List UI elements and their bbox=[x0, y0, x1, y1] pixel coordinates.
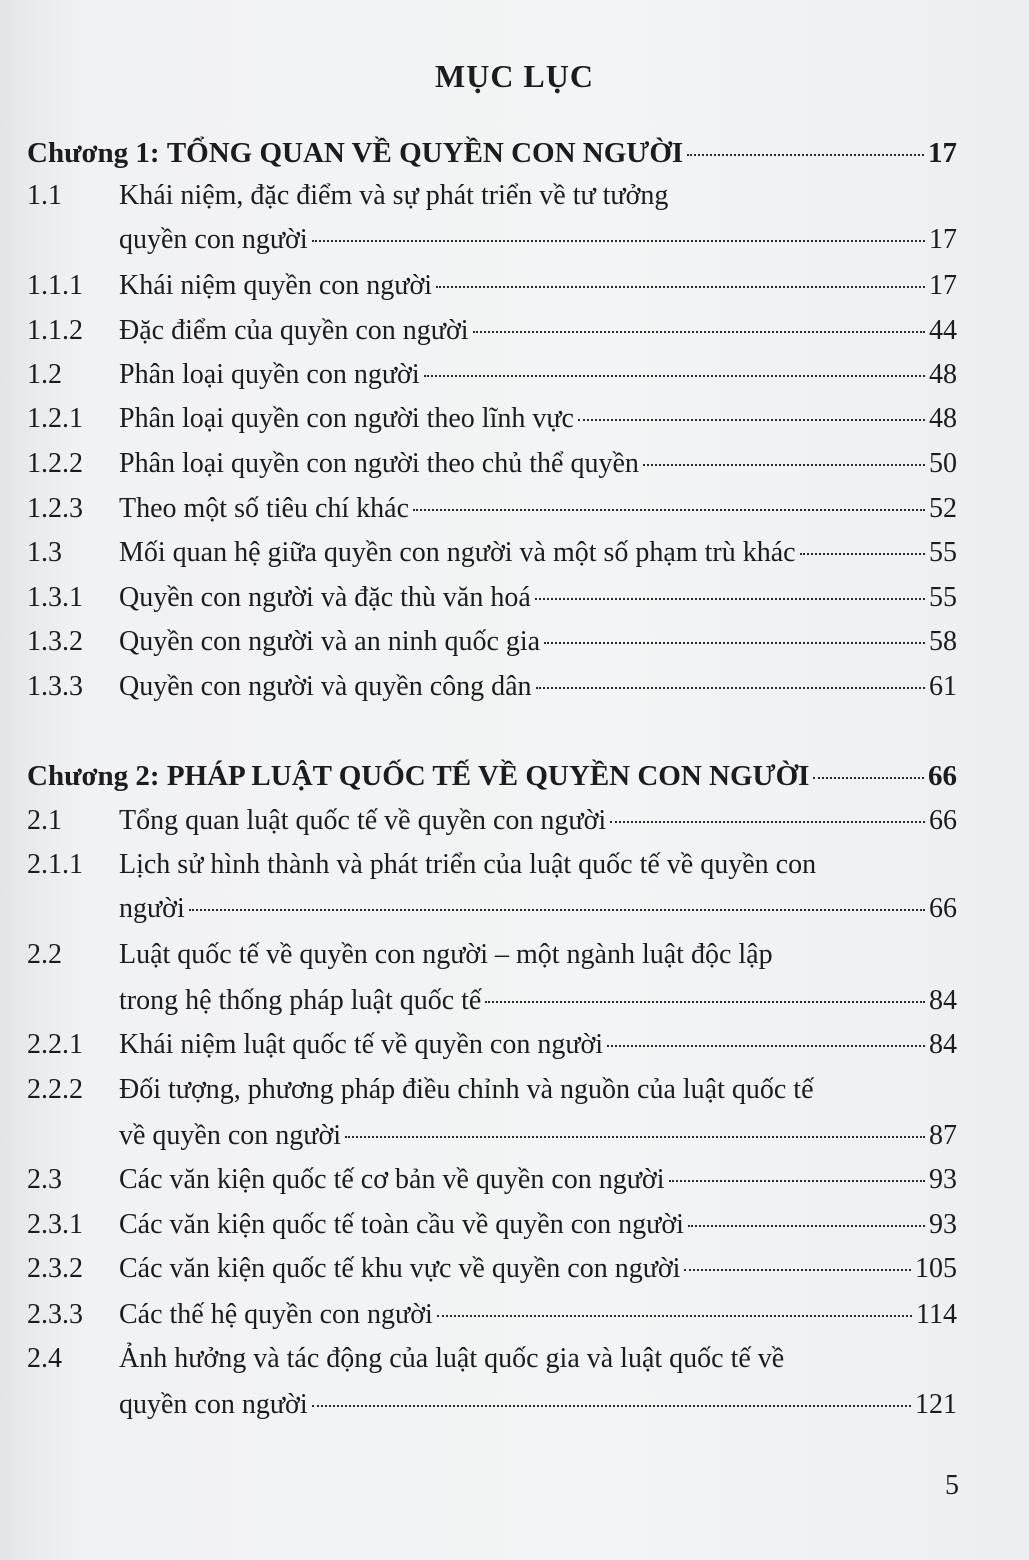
toc-text: Phân loại quyền con người theo lĩnh vực bbox=[119, 403, 574, 434]
toc-text: Quyền con người và an ninh quốc gia bbox=[119, 626, 541, 657]
toc-page: 114 bbox=[916, 1299, 957, 1330]
toc-entry-2-2-cont[interactable] bbox=[27, 984, 957, 1018]
toc-entry-1-2-1[interactable] bbox=[27, 402, 957, 436]
toc-text: TỔNG QUAN VỀ QUYỀN CON NGƯỜI bbox=[166, 137, 684, 169]
dot-leader bbox=[424, 375, 925, 377]
toc-number: 2.3.3 bbox=[27, 1299, 83, 1330]
toc-page: 61 bbox=[929, 671, 957, 702]
toc-entry-1-3-2[interactable] bbox=[27, 625, 957, 659]
toc-text: Khái niệm quyền con người bbox=[119, 270, 433, 301]
toc-number: 1.2.3 bbox=[27, 493, 83, 524]
toc-page: 55 bbox=[929, 582, 957, 613]
toc-text: Tổng quan luật quốc tế về quyền con người bbox=[119, 805, 607, 836]
dot-leader bbox=[536, 687, 925, 689]
toc-entry-2-1-1-cont[interactable] bbox=[27, 892, 957, 926]
toc-page: 87 bbox=[929, 1120, 957, 1151]
dot-leader bbox=[578, 419, 925, 421]
toc-page: 17 bbox=[929, 270, 957, 301]
dot-leader bbox=[544, 642, 925, 644]
toc-entry-2-2[interactable] bbox=[27, 938, 957, 972]
toc-page: 58 bbox=[929, 626, 957, 657]
toc-number: 2.3.1 bbox=[27, 1209, 83, 1240]
toc-text: PHÁP LUẬT QUỐC TẾ VỀ QUYỀN CON NGƯỜI bbox=[166, 760, 810, 792]
toc-entry-1-1-cont[interactable] bbox=[27, 223, 957, 257]
toc-page: 66 bbox=[929, 893, 957, 924]
toc-text: quyền con người bbox=[119, 1389, 308, 1420]
toc-number: 1.3.1 bbox=[27, 582, 83, 613]
toc-text: quyền con người bbox=[119, 224, 308, 255]
toc-entry-1-2-2[interactable] bbox=[27, 447, 957, 481]
toc-entry-1-1-1[interactable] bbox=[27, 269, 957, 303]
toc-text: người bbox=[119, 893, 185, 924]
toc-number: 1.1.2 bbox=[27, 315, 83, 346]
toc-page: 17 bbox=[929, 224, 957, 255]
toc-text: về quyền con người bbox=[119, 1120, 342, 1151]
toc-text: trong hệ thống pháp luật quốc tế bbox=[119, 985, 482, 1016]
toc-entry-2-2-2[interactable] bbox=[27, 1073, 957, 1107]
dot-leader bbox=[535, 598, 925, 600]
toc-number: 2.1.1 bbox=[27, 849, 83, 880]
toc-entry-1-2[interactable] bbox=[27, 358, 957, 392]
dot-leader bbox=[669, 1180, 925, 1182]
toc-number: 1.2.2 bbox=[27, 448, 83, 479]
toc-entry-1-3-1[interactable] bbox=[27, 581, 957, 615]
toc-text: Ảnh hưởng và tác động của luật quốc gia và luật quốc tế về bbox=[119, 1343, 785, 1374]
toc-page: 17 bbox=[928, 137, 957, 169]
toc-text: Khái niệm luật quốc tế về quyền con người bbox=[119, 1029, 604, 1060]
dot-leader bbox=[437, 1315, 912, 1317]
toc-text: Đặc điểm của quyền con người bbox=[119, 315, 469, 346]
toc-text: Theo một số tiêu chí khác bbox=[119, 493, 410, 524]
page-title: MỤC LỤC bbox=[435, 58, 594, 94]
toc-chapter-1[interactable] bbox=[27, 136, 957, 170]
toc-entry-2-1[interactable] bbox=[27, 804, 957, 838]
toc-number: 1.2 bbox=[27, 359, 62, 390]
toc-entry-2-1-1[interactable] bbox=[27, 848, 957, 882]
toc-text: Mối quan hệ giữa quyền con người và một số phạm trù khác bbox=[119, 537, 796, 568]
dot-leader bbox=[687, 154, 924, 156]
toc-entry-1-3[interactable] bbox=[27, 536, 957, 570]
dot-leader bbox=[688, 1225, 925, 1227]
toc-page: 48 bbox=[929, 359, 957, 390]
dot-leader bbox=[813, 777, 924, 779]
dot-leader bbox=[610, 821, 925, 823]
toc-entry-2-4[interactable] bbox=[27, 1342, 957, 1376]
toc-page: 44 bbox=[929, 315, 957, 346]
dot-leader bbox=[189, 909, 925, 911]
toc-number: 2.4 bbox=[27, 1343, 62, 1374]
toc-text: Luật quốc tế về quyền con người – một ngành luật độc lập bbox=[119, 939, 773, 970]
toc-text: Quyền con người và quyền công dân bbox=[119, 671, 532, 702]
dot-leader bbox=[485, 1001, 925, 1003]
dot-leader bbox=[312, 240, 925, 242]
dot-leader bbox=[312, 1405, 911, 1407]
toc-page: 48 bbox=[929, 403, 957, 434]
toc-entry-1-1[interactable] bbox=[27, 179, 957, 213]
dot-leader bbox=[607, 1045, 925, 1047]
toc-chapter-2[interactable] bbox=[27, 759, 957, 793]
toc-entry-2-3-2[interactable] bbox=[27, 1252, 957, 1286]
toc-entry-2-2-1[interactable] bbox=[27, 1028, 957, 1062]
toc-page: 55 bbox=[929, 537, 957, 568]
toc-number: 1.1 bbox=[27, 180, 62, 211]
toc-text: Các thế hệ quyền con người bbox=[119, 1299, 433, 1330]
toc-number: 2.3 bbox=[27, 1164, 62, 1195]
toc-page: 93 bbox=[929, 1209, 957, 1240]
toc-entry-2-4-cont[interactable] bbox=[27, 1388, 957, 1422]
dot-leader bbox=[436, 286, 925, 288]
toc-number: 2.2.2 bbox=[27, 1074, 83, 1105]
toc-number: 2.3.2 bbox=[27, 1253, 83, 1284]
toc-entry-1-2-3[interactable] bbox=[27, 492, 957, 526]
toc-page: 50 bbox=[929, 448, 957, 479]
toc-page: 121 bbox=[915, 1389, 957, 1420]
toc-entry-2-3-3[interactable] bbox=[27, 1298, 957, 1332]
toc-page: 105 bbox=[915, 1253, 957, 1284]
page-number: 5 bbox=[945, 1470, 959, 1501]
toc-page: 52 bbox=[929, 493, 957, 524]
dot-leader bbox=[643, 464, 925, 466]
toc-page: 66 bbox=[929, 805, 957, 836]
toc-entry-1-1-2[interactable] bbox=[27, 314, 957, 348]
toc-text: Khái niệm, đặc điểm và sự phát triển về tư tưởng bbox=[119, 180, 669, 211]
toc-entry-2-3-1[interactable] bbox=[27, 1208, 957, 1242]
toc-number: 1.3.3 bbox=[27, 671, 83, 702]
toc-number: 1.1.1 bbox=[27, 270, 83, 301]
toc-entry-1-3-3[interactable] bbox=[27, 670, 957, 704]
toc-text: Đối tượng, phương pháp điều chỉnh và nguồn của luật quốc tế bbox=[119, 1074, 814, 1105]
toc-page: 84 bbox=[929, 1029, 957, 1060]
toc-number: 2.2.1 bbox=[27, 1029, 83, 1060]
toc-number: 1.3.2 bbox=[27, 626, 83, 657]
toc-page: 84 bbox=[929, 985, 957, 1016]
toc-text: Lịch sử hình thành và phát triển của luật quốc tế về quyền con bbox=[119, 849, 817, 880]
toc-page: 66 bbox=[928, 760, 957, 792]
toc-text: Phân loại quyền con người theo chủ thể quyền bbox=[119, 448, 639, 479]
toc-entry-2-3[interactable] bbox=[27, 1163, 957, 1197]
toc-number: 2.1 bbox=[27, 805, 62, 836]
dot-leader bbox=[473, 331, 925, 333]
toc-number: Chương 2: bbox=[27, 760, 160, 792]
toc-text: Các văn kiện quốc tế toàn cầu về quyền con người bbox=[119, 1209, 684, 1240]
dot-leader bbox=[413, 509, 925, 511]
dot-leader bbox=[800, 553, 925, 555]
dot-leader bbox=[345, 1136, 925, 1138]
toc-page: 93 bbox=[929, 1164, 957, 1195]
toc-text: Các văn kiện quốc tế cơ bản về quyền con người bbox=[119, 1164, 665, 1195]
dot-leader bbox=[684, 1269, 911, 1271]
toc-text: Các văn kiện quốc tế khu vực về quyền con người bbox=[119, 1253, 681, 1284]
toc-text: Phân loại quyền con người bbox=[119, 359, 420, 390]
toc-number: 1.3 bbox=[27, 537, 62, 568]
toc-number: Chương 1: bbox=[27, 137, 160, 169]
toc-text: Quyền con người và đặc thù văn hoá bbox=[119, 582, 531, 613]
toc-number: 2.2 bbox=[27, 939, 62, 970]
toc-number: 1.2.1 bbox=[27, 403, 83, 434]
toc-entry-2-2-2-cont[interactable] bbox=[27, 1119, 957, 1153]
